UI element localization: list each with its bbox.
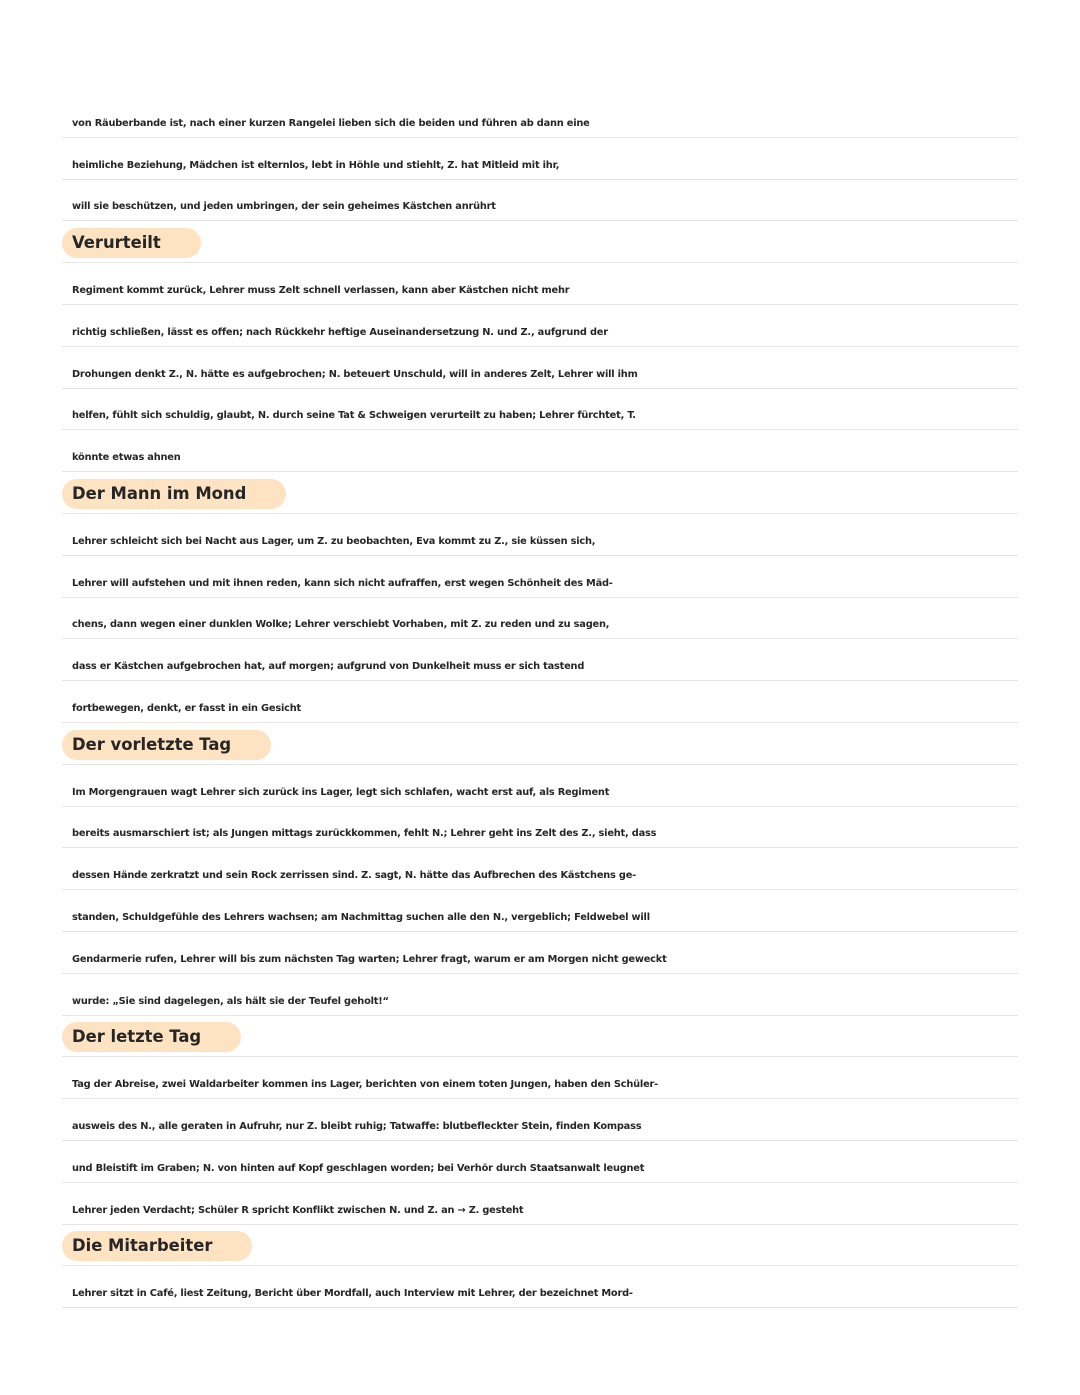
text-line-content: von Räuberbande ist, nach einer kurzen Rangelei lieben sich die beiden und führen ab dann eine <box>72 117 590 129</box>
text-line-content: ausweis des N., alle geraten in Aufruhr, nur Z. bleibt ruhig; Tatwaffe: blutbefleckter Stein, finden Kompass <box>72 1120 642 1132</box>
section-heading-row <box>62 472 1018 514</box>
text-line-content: bereits ausmarschiert ist; als Jungen mittags zurückkommen, fehlt N.; Lehrer geht ins Zelt des Z., sieht, dass <box>72 828 657 840</box>
text-line-content: Im Morgengrauen wagt Lehrer sich zurück ins Lager, legt sich schlafen, wacht erst auf, als Regiment <box>72 786 610 798</box>
section-heading-letzte-tag: Der letzte Tag <box>62 1022 241 1052</box>
section-heading-mitarbeiter: Die Mitarbeiter <box>62 1231 252 1261</box>
text-line-content: richtig schließen, lässt es offen; nach Rückkehr heftige Auseinandersetzung N. und Z., aufgrund der <box>72 326 608 338</box>
text-line-content: Lehrer schleicht sich bei Nacht aus Lager, um Z. zu beobachten, Eva kommt zu Z., sie küssen sich, <box>72 535 596 547</box>
text-line <box>62 96 1018 138</box>
text-line-content: dessen Hände zerkratzt und sein Rock zerrissen sind. Z. sagt, N. hätte das Aufbrechen des Kästchens ge- <box>72 870 636 882</box>
text-line <box>62 430 1018 472</box>
section-heading-row <box>62 221 1018 263</box>
text-line <box>62 138 1018 180</box>
text-line-content: und Bleistift im Graben; N. von hinten auf Kopf geschlagen worden; bei Verhör durch Staatsanwalt leugnet <box>72 1162 645 1174</box>
text-line <box>62 180 1018 222</box>
text-line-content: wurde: „Sie sind dagelegen, als hält sie der Teufel geholt!“ <box>72 995 389 1007</box>
section-heading-verurteilt: Verurteilt <box>62 228 201 258</box>
section-heading-row <box>62 1016 1018 1058</box>
text-line <box>62 765 1018 807</box>
notes-body <box>62 96 1018 1308</box>
text-line <box>62 890 1018 932</box>
text-line <box>62 1099 1018 1141</box>
text-line <box>62 974 1018 1016</box>
text-line-content: helfen, fühlt sich schuldig, glaubt, N. durch seine Tat & Schweigen verurteilt zu haben; Lehrer fürchtet, T. <box>72 410 636 422</box>
section-heading-row <box>62 1225 1018 1267</box>
text-line-content: Lehrer jeden Verdacht; Schüler R spricht Konflikt zwischen N. und Z. an → Z. gesteht <box>72 1204 524 1216</box>
text-line-content: dass er Kästchen aufgebrochen hat, auf morgen; aufgrund von Dunkelheit muss er sich tastend <box>72 661 585 673</box>
text-line-content: chens, dann wegen einer dunklen Wolke; Lehrer verschiebt Vorhaben, mit Z. zu reden und zu sagen, <box>72 619 610 631</box>
text-line-content: Gendarmerie rufen, Lehrer will bis zum nächsten Tag warten; Lehrer fragt, warum er am Morgen nicht geweckt <box>72 953 667 965</box>
text-line <box>62 848 1018 890</box>
text-line-content: Lehrer will aufstehen und mit ihnen reden, kann sich nicht aufraffen, erst wegen Schönheit des Mäd- <box>72 577 613 589</box>
text-line-content: standen, Schuldgefühle des Lehrers wachsen; am Nachmittag suchen alle den N., vergeblich; Feldwebel will <box>72 911 650 923</box>
text-line <box>62 1141 1018 1183</box>
text-line <box>62 598 1018 640</box>
text-line <box>62 1183 1018 1225</box>
text-line-content: könnte etwas ahnen <box>72 452 181 464</box>
text-line-content: heimliche Beziehung, Mädchen ist elternlos, lebt in Höhle und stiehlt, Z. hat Mitleid mit ihr, <box>72 159 560 171</box>
text-line-content: Drohungen denkt Z., N. hätte es aufgebrochen; N. beteuert Unschuld, will in anderes Zelt, Lehrer will ihm <box>72 368 638 380</box>
section-heading-vorletzte-tag: Der vorletzte Tag <box>62 730 271 760</box>
text-line <box>62 681 1018 723</box>
text-line <box>62 347 1018 389</box>
text-line-content: fortbewegen, denkt, er fasst in ein Gesicht <box>72 702 301 714</box>
text-line <box>62 639 1018 681</box>
text-line <box>62 932 1018 974</box>
text-line <box>62 1266 1018 1308</box>
text-line-content: will sie beschützen, und jeden umbringen, der sein geheimes Kästchen anrührt <box>72 201 496 213</box>
text-line-content: Tag der Abreise, zwei Waldarbeiter kommen ins Lager, berichten von einem toten Jungen, haben den Schüler- <box>72 1079 659 1091</box>
text-line <box>62 305 1018 347</box>
text-line <box>62 263 1018 305</box>
text-line <box>62 807 1018 849</box>
text-line <box>62 1057 1018 1099</box>
text-line-content: Lehrer sitzt in Café, liest Zeitung, Bericht über Mordfall, auch Interview mit Lehrer, der bezeichnet Mord- <box>72 1288 633 1300</box>
text-line-content: Regiment kommt zurück, Lehrer muss Zelt schnell verlassen, kann aber Kästchen nicht mehr <box>72 284 570 296</box>
section-heading-row <box>62 723 1018 765</box>
text-line <box>62 514 1018 556</box>
text-line <box>62 556 1018 598</box>
text-line <box>62 389 1018 431</box>
section-heading-mann-im-mond: Der Mann im Mond <box>62 479 286 509</box>
